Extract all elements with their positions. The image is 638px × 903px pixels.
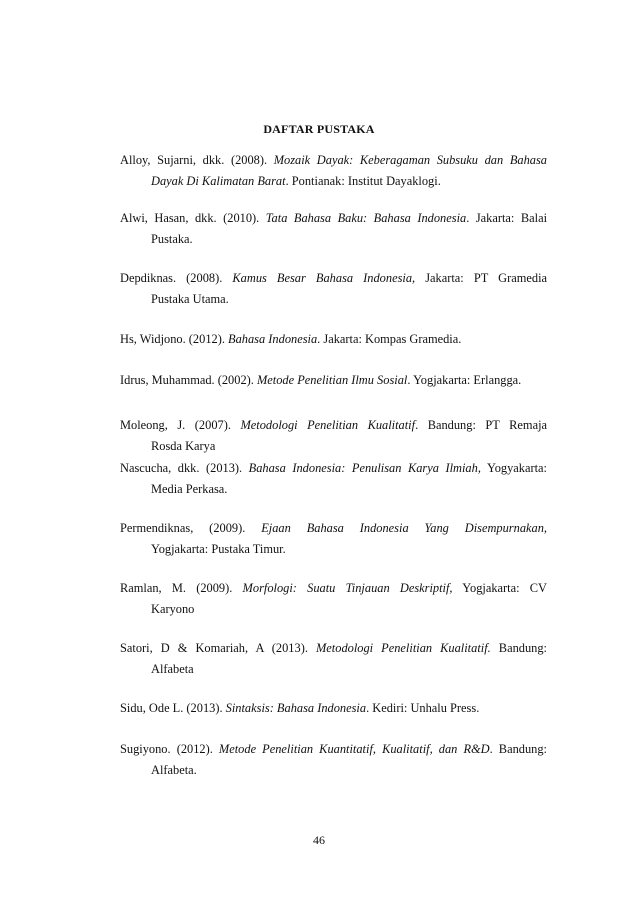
- reference-title: Metode Penelitian Ilmu Sosial: [256, 373, 408, 387]
- reference-author: Sidu, Ode L. (2013).: [120, 701, 226, 715]
- reference-line-2: Yogjakarta: Pustaka Timur.: [151, 542, 286, 556]
- reference-author: Moleong, J. (2007).: [120, 418, 241, 432]
- reference-title: Metode Penelitian Kuantitatif, Kualitatif, dan R&D: [218, 742, 490, 756]
- reference-title: Tata Bahasa Baku: Bahasa Indonesia: [265, 211, 467, 225]
- reference-line-1: [120, 638, 547, 659]
- reference-entry: [120, 268, 547, 310]
- reference-line-1: [120, 329, 547, 350]
- reference-title: Mozaik Dayak: Keberagaman Subsuku dan Bahasa: [273, 153, 547, 167]
- reference-entry: [120, 208, 547, 250]
- reference-title: Metodologi Penelitian Kualitatif: [240, 418, 416, 432]
- reference-title: Metodologi Penelitian Kualitatif.: [315, 641, 491, 655]
- reference-publisher: . Bandung: PT Remaja: [415, 418, 548, 432]
- reference-line-2: Pustaka.: [151, 232, 193, 246]
- reference-author: Ramlan, M. (2009).: [120, 581, 243, 595]
- reference-title: Bahasa Indonesia: [228, 332, 318, 346]
- reference-entry: [120, 698, 547, 719]
- reference-line-2: Rosda Karya: [151, 439, 216, 453]
- reference-publisher: Bandung:: [490, 641, 547, 655]
- reference-line-2: [120, 171, 547, 192]
- reference-line-1: [120, 739, 547, 760]
- reference-title: Ejaan Bahasa Indonesia Yang Disempurnakan,: [261, 521, 548, 535]
- reference-line-1: [120, 698, 547, 719]
- page-title: DAFTAR PUSTAKA: [263, 122, 375, 136]
- reference-author: Alloy, Sujarni, dkk. (2008).: [120, 153, 274, 167]
- reference-author: Satori, D & Komariah, A (2013).: [120, 641, 316, 655]
- reference-publisher: Yogjakarta: CV: [452, 581, 547, 595]
- reference-line-2: Pustaka Utama.: [151, 292, 229, 306]
- reference-publisher: . Yogjakarta: Erlangga.: [407, 373, 522, 387]
- reference-line-1: [120, 578, 547, 599]
- reference-line-2: Karyono: [151, 602, 195, 616]
- reference-publisher: . Kediri: Unhalu Press.: [366, 701, 480, 715]
- reference-publisher: Jakarta: PT Gramedia: [415, 271, 548, 285]
- reference-publisher: . Jakarta: Balai: [466, 211, 548, 225]
- reference-entry: [120, 458, 547, 500]
- reference-entry: [120, 739, 547, 781]
- reference-entry: [120, 370, 547, 391]
- page-number: 46: [313, 833, 325, 847]
- reference-publisher: . Jakarta: Kompas Gramedia.: [317, 332, 462, 346]
- reference-title: Sintaksis: Bahasa Indonesia: [225, 701, 367, 715]
- reference-author: Permendiknas, (2009).: [120, 521, 262, 535]
- reference-line-1: [120, 208, 547, 229]
- reference-entry: [120, 329, 547, 350]
- reference-title: Morfologi: Suatu Tinjauan Deskriptif,: [242, 581, 453, 595]
- reference-author: Nascucha, dkk. (2013).: [120, 461, 249, 475]
- reference-line-1: [120, 370, 547, 391]
- reference-title: Bahasa Indonesia: Penulisan Karya Ilmiah,: [248, 461, 481, 475]
- reference-entry: [120, 150, 547, 192]
- reference-title-cont: Dayak Di Kalimatan Barat: [151, 174, 286, 188]
- reference-author: Idrus, Muhammad. (2002).: [120, 373, 257, 387]
- reference-publisher: . Bandung:: [489, 742, 547, 756]
- reference-author: Sugiyono. (2012).: [120, 742, 219, 756]
- reference-line-1: [120, 268, 547, 289]
- reference-entry: [120, 578, 547, 620]
- reference-line-1: [120, 415, 547, 436]
- reference-line-1: [120, 458, 547, 479]
- reference-author: Alwi, Hasan, dkk. (2010).: [120, 211, 266, 225]
- reference-entry: [120, 518, 547, 560]
- reference-line-2: Media Perkasa.: [151, 482, 228, 496]
- reference-entry: [120, 415, 547, 457]
- reference-line-2: Alfabeta.: [151, 763, 197, 777]
- reference-line-1: [120, 150, 547, 171]
- reference-entry: [120, 638, 547, 680]
- reference-title: Kamus Besar Bahasa Indonesia,: [232, 271, 416, 285]
- reference-publisher: Yogyakarta:: [480, 461, 547, 475]
- reference-line-1: [120, 518, 547, 539]
- reference-author: Hs, Widjono. (2012).: [120, 332, 229, 346]
- reference-line-2: Alfabeta: [151, 662, 194, 676]
- reference-author: Depdiknas. (2008).: [120, 271, 233, 285]
- reference-publisher: . Pontianak: Institut Dayaklogi.: [285, 174, 441, 188]
